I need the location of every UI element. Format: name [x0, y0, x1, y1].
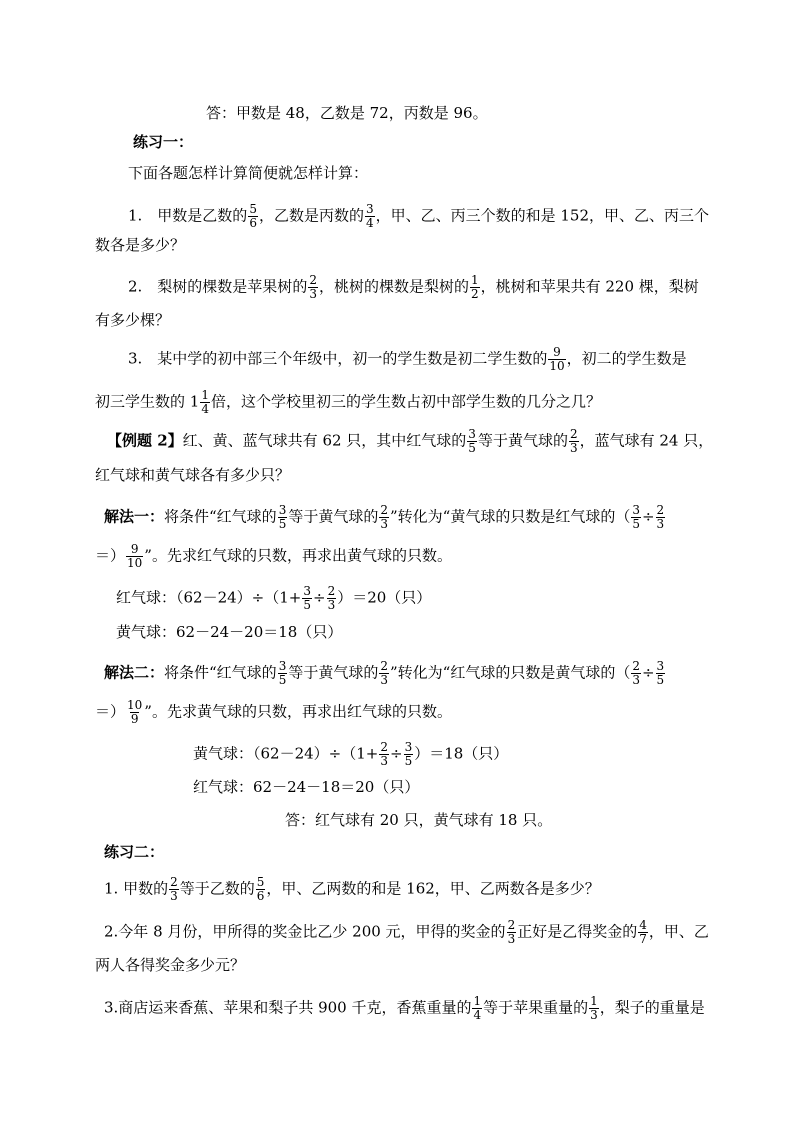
text-run: 2. 梨树的棵数是苹果树的: [128, 277, 308, 296]
fraction-numerator: 3: [632, 503, 640, 517]
practice1-q1: [128, 203, 709, 230]
example2-cont: 红气球和黄气球各有多少只？: [95, 466, 291, 484]
fraction: [472, 995, 482, 1022]
fraction: [467, 428, 477, 455]
practice1-q3: [128, 346, 687, 373]
fraction-numerator: 5: [249, 202, 257, 216]
fraction-denominator: 3: [569, 441, 578, 455]
text-run: 红、黄、蓝气球共有 62 只，其中红气球的: [182, 431, 467, 450]
fraction-denominator: 10: [127, 556, 143, 570]
practice1-q1-cont: 数各是多少？: [95, 236, 186, 254]
text-run: ，桃树和苹果共有 220 棵，梨树: [480, 277, 699, 296]
text-run: ”。先求红气球的只数，再求出黄气球的只数。: [144, 546, 452, 565]
fraction-denominator: 7: [639, 932, 647, 946]
method2-line: [104, 660, 666, 687]
answer-line-1: 答：甲数是 48，乙数是 72，丙数是 96。: [206, 104, 488, 122]
practice2-heading: 练习二：: [104, 843, 165, 861]
fraction: [308, 274, 318, 301]
fraction: [169, 876, 179, 903]
practice1-q2: [128, 274, 699, 301]
text-run: 等于乙数的: [179, 879, 255, 898]
text-run: ）＝18（只）: [414, 744, 509, 763]
fraction: [327, 585, 337, 612]
fraction-numerator: 3: [656, 659, 665, 673]
fraction-numerator: 9: [553, 345, 561, 359]
text-run: 1. 甲数是乙数的: [128, 206, 248, 225]
fraction-denominator: 6: [256, 889, 265, 903]
fraction: [379, 741, 389, 768]
fraction-denominator: 6: [249, 216, 257, 230]
fraction: [548, 346, 565, 373]
text-run: ÷: [641, 507, 655, 526]
fraction-numerator: 3: [278, 503, 287, 517]
fraction: [302, 585, 312, 612]
method2-calc1: [193, 741, 508, 768]
text-run: ，甲、乙: [648, 922, 709, 941]
fraction: [638, 919, 648, 946]
practice2-q1: [104, 876, 600, 903]
fraction: [631, 660, 641, 687]
method1-cont: [95, 543, 452, 570]
text-run: ＝）: [95, 546, 126, 565]
text-run: 2.今年 8 月份，甲所得的奖金比乙少 200 元，甲得的奖金的: [104, 922, 506, 941]
fraction-numerator: 5: [256, 875, 265, 889]
text-run: 解法一：: [104, 507, 165, 526]
fraction-numerator: 3: [303, 584, 311, 598]
fraction-denominator: 3: [309, 287, 317, 301]
example2-line: [107, 428, 713, 455]
fraction-denominator: 3: [590, 1008, 598, 1022]
fraction: [379, 660, 389, 687]
method2-cont: [95, 699, 452, 726]
practice2-q2: [104, 919, 709, 946]
fraction-numerator: 10: [127, 698, 143, 712]
method1-calc2: 黄气球：62－24－20＝18（只）: [116, 623, 343, 641]
fraction-numerator: 2: [656, 503, 665, 517]
fraction-numerator: 2: [327, 584, 336, 598]
fraction-denominator: 3: [170, 889, 178, 903]
text-run: ÷: [313, 588, 326, 607]
method1-line: [104, 504, 666, 531]
fraction: [379, 504, 389, 531]
fraction-denominator: 5: [303, 598, 311, 612]
text-run: 3. 某中学的初中部三个年级中，初一的学生数是初二学生数的: [128, 349, 548, 368]
fraction-denominator: 3: [380, 754, 388, 768]
fraction-numerator: 2: [380, 740, 388, 754]
text-run: 红气球：（62－24）÷（1+: [116, 588, 302, 607]
text-run: 黄气球：（62－24）÷（1+: [193, 744, 379, 763]
text-run: ，乙数是丙数的: [258, 206, 364, 225]
text-run: 将条件“红气球的: [164, 663, 277, 682]
fraction-denominator: 4: [365, 216, 374, 230]
text-run: ＝）: [95, 702, 126, 721]
fraction: [470, 274, 480, 301]
fraction-denominator: 5: [632, 517, 640, 531]
fraction: [656, 660, 666, 687]
fraction: [256, 876, 266, 903]
fraction: [126, 699, 143, 726]
fraction: [200, 389, 210, 416]
fraction-numerator: 1: [201, 388, 209, 402]
fraction-denominator: 3: [656, 517, 665, 531]
fraction-numerator: 1: [590, 994, 598, 1008]
text-run: 等于黄气球的: [477, 431, 568, 450]
practice1-heading: 练习一：: [133, 133, 194, 151]
fraction-numerator: 4: [639, 918, 647, 932]
fraction: [278, 504, 288, 531]
text-run: ，蓝气球有 24 只，: [579, 431, 714, 450]
fraction-numerator: 2: [380, 659, 388, 673]
fraction: [589, 995, 599, 1022]
text-run: 【例题 2】: [107, 431, 183, 450]
practice1-q3-cont: [95, 389, 601, 416]
method1-calc1: [116, 585, 431, 612]
fraction: [404, 741, 414, 768]
text-run: ，甲、乙两数的和是 162，甲、乙两数各是多少？: [266, 879, 600, 898]
fraction-numerator: 3: [468, 427, 476, 441]
text-run: ”。先求黄气球的只数，再求出红气球的只数。: [144, 702, 452, 721]
text-run: ，甲、乙、丙三个数的和是 152，甲、乙、丙三个: [375, 206, 710, 225]
text-run: 正好是乙得奖金的: [517, 922, 638, 941]
fraction-numerator: 3: [365, 202, 374, 216]
fraction: [656, 504, 666, 531]
fraction-denominator: 9: [130, 712, 139, 726]
fraction-denominator: 3: [632, 673, 640, 687]
fraction-numerator: 3: [404, 740, 413, 754]
fraction-numerator: 2: [170, 875, 178, 889]
fraction-numerator: 9: [130, 542, 139, 556]
fraction-numerator: 1: [473, 994, 482, 1008]
fraction-denominator: 3: [507, 932, 516, 946]
text-run: ÷: [390, 744, 403, 763]
practice1-intro: 下面各题怎样计算简便就怎样计算：: [128, 164, 369, 182]
text-run: 1. 甲数的: [104, 879, 169, 898]
fraction: [365, 203, 375, 230]
text-run: ”转化为“红气球的只数是黄气球的（: [389, 663, 631, 682]
text-run: 等于黄气球的: [288, 507, 379, 526]
fraction-denominator: 2: [470, 287, 479, 301]
fraction: [278, 660, 288, 687]
text-run: 等于苹果重量的: [483, 998, 589, 1017]
fraction-denominator: 3: [380, 673, 388, 687]
fraction-numerator: 3: [278, 659, 287, 673]
fraction-denominator: 5: [404, 754, 413, 768]
fraction-numerator: 2: [569, 427, 578, 441]
fraction-numerator: 1: [470, 273, 479, 287]
practice1-q2-cont: 有多少棵？: [95, 311, 171, 329]
fraction-denominator: 5: [468, 441, 476, 455]
fraction-numerator: 2: [507, 918, 516, 932]
fraction-numerator: 2: [380, 503, 388, 517]
practice2-q2-cont: 两人各得奖金多少元？: [95, 956, 246, 974]
fraction-denominator: 5: [278, 673, 287, 687]
fraction-numerator: 2: [632, 659, 640, 673]
method2-answer: 答：红气球有 20 只，黄气球有 18 只。: [285, 811, 553, 829]
fraction-denominator: 10: [549, 359, 565, 373]
text-run: 倍，这个学校里初三的学生数占初中部学生数的几分之几？: [210, 392, 601, 411]
fraction: [631, 504, 641, 531]
fraction: [507, 919, 517, 946]
fraction: [569, 428, 579, 455]
text-run: ”转化为“黄气球的只数是红气球的（: [389, 507, 631, 526]
text-run: 3.商店运来香蕉、苹果和梨子共 900 千克，香蕉重量的: [104, 998, 472, 1017]
text-run: ，梨子的重量是: [599, 998, 705, 1017]
fraction-denominator: 4: [473, 1008, 482, 1022]
fraction-denominator: 4: [201, 402, 209, 416]
fraction: [126, 543, 143, 570]
fraction-denominator: 3: [380, 517, 388, 531]
text-run: 解法二：: [104, 663, 165, 682]
text-run: ，初二的学生数是: [566, 349, 687, 368]
fraction-denominator: 3: [327, 598, 336, 612]
text-run: ，桃树的棵数是梨树的: [318, 277, 469, 296]
fraction-denominator: 5: [278, 517, 287, 531]
fraction: [248, 203, 258, 230]
text-run: 初三学生数的 1: [95, 392, 200, 411]
practice2-q3: [104, 995, 705, 1022]
text-run: ÷: [641, 663, 655, 682]
method2-calc2: 红气球：62－24－18＝20（只）: [193, 778, 420, 796]
text-run: ）＝20（只）: [337, 588, 432, 607]
text-run: 等于黄气球的: [288, 663, 379, 682]
fraction-denominator: 5: [656, 673, 665, 687]
fraction-numerator: 2: [309, 273, 317, 287]
text-run: 将条件“红气球的: [164, 507, 277, 526]
